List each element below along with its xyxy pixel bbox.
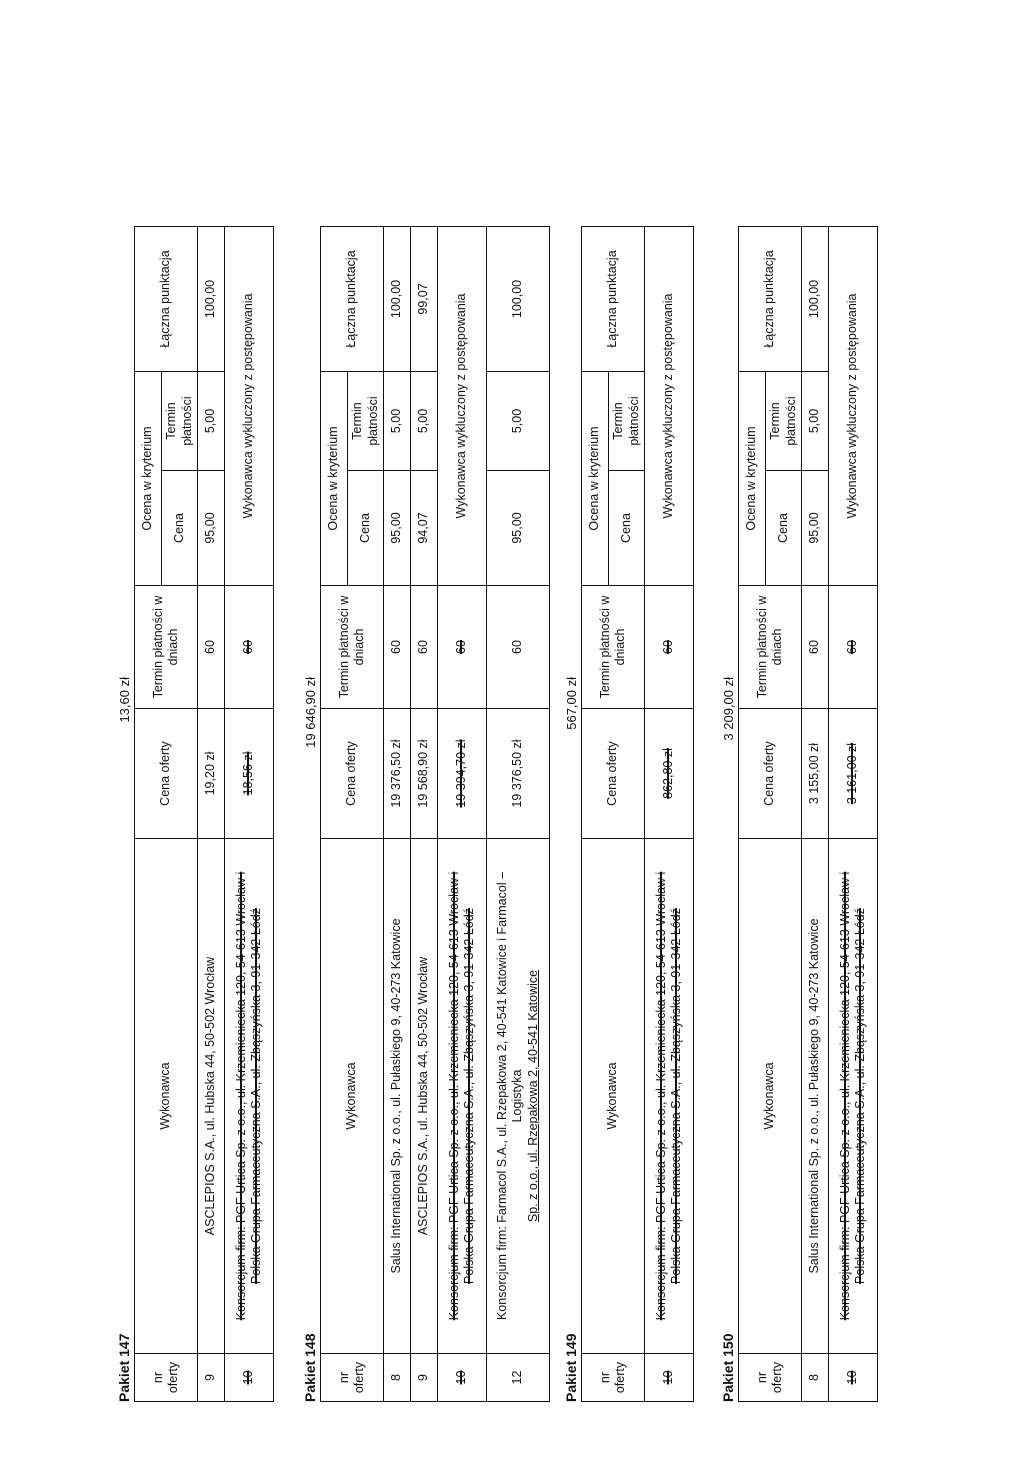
cell-ocena-cena: 94,07 [411,471,438,586]
pakiet-title: Pakiet 148 [302,1333,318,1402]
header-ocena-cena: Cena [609,471,645,586]
header-nr: nr oferty [135,1354,198,1402]
pakiet-table [738,226,878,1402]
wykonawca-line: Polska Grupa Farmaceutyczna S.A., ul. Zbąszyńska 3, 91-342 Łódź [249,908,264,1284]
wykonawca-line: Konsorcjum firm: PGF Urtica Sp. z o.o., ul. Krzemieniecka 120, 54-613 Wrocław i [233,871,248,1321]
cell-wykonawca [411,839,438,1354]
cell-nr: 12 [487,1354,550,1402]
table-row [645,226,694,1401]
cell-ocena-cena: 95,00 [802,471,829,586]
cell-wykonawca [829,839,878,1354]
cell-wykonawca [487,839,550,1354]
table-row [487,226,550,1401]
table-row [384,226,411,1401]
header-ocena-termin: Termin płatności [766,371,802,470]
cell-laczna: 100,00 [802,226,829,371]
header-termin: Termin płatności w dniach [321,586,384,709]
header-ocena: Ocena w kryterium [321,371,348,585]
header-ocena-termin: Termin płatności [609,371,645,470]
cell-nr: 10 [829,1354,878,1402]
cell-ocena-termin: 5,00 [487,371,550,470]
wykonawca-line: ASCLEPIOS S.A., ul. Hubska 44, 50-502 Wrocław [203,956,218,1236]
cell-cena: 3 161,00 zł [829,709,878,839]
cell-nr: 10 [438,1354,487,1402]
wykonawca-line: Logistyka [510,1069,525,1123]
cell-wykonawca [384,839,411,1354]
pakiet-title: Pakiet 147 [116,1333,132,1402]
cell-ocena-termin: 5,00 [411,371,438,470]
cell-cena: 19 376,50 zł [384,709,411,839]
table-row [225,226,274,1401]
pakiet-total: 13,60 zł [117,677,132,723]
wykonawca-line: Konsorcjum firm: PGF Urtica Sp. z o.o., ul. Krzemieniecka 120, 54-613 Wrocław i [837,871,852,1321]
header-cena-oferty: Cena oferty [135,709,198,839]
pakiet-total: 3 209,00 zł [721,677,736,741]
wykonawca-line: Polska Grupa Farmaceutyczna S.A., ul. Zbąszyńska 3, 91-342 Łódź [669,908,684,1284]
cell-ocena-cena: 95,00 [384,471,411,586]
wykonawca-line: Konsorcjum firm: Farmacol S.A., ul. Rzepakowa 2, 40-541 Katowice i Farmacol – [494,871,509,1321]
cell-cena: 19,20 zł [198,709,225,839]
wykonawca-line: Polska Grupa Farmaceutyczna S.A., ul. Zbąszyńska 3, 91-342 Łódź [462,908,477,1284]
cell-termin: 60 [645,586,694,709]
cell-excluded: Wykonawca wykluczony z postępowania [645,226,694,585]
header-ocena: Ocena w kryterium [582,371,609,585]
header-termin: Termin płatności w dniach [135,586,198,709]
cell-termin: 60 [487,586,550,709]
header-termin: Termin płatności w dniach [582,586,645,709]
pakiet-147-section [108,212,274,1402]
pakiet-table [320,226,550,1402]
cell-termin: 60 [411,586,438,709]
cell-cena: 18,56 zł [225,709,274,839]
header-ocena-termin: Termin płatności [348,371,384,470]
header-ocena-termin: Termin płatności [162,371,198,470]
header-ocena: Ocena w kryterium [739,371,766,585]
cell-wykonawca [438,839,487,1354]
header-laczna: Łączna punktacja [321,226,384,371]
pakiet-148-section [294,212,550,1402]
wykonawca-line: Konsorcjum firm: PGF Urtica Sp. z o.o., ul. Krzemieniecka 120, 54-613 Wrocław i [446,871,461,1321]
cell-ocena-cena: 95,00 [198,471,225,586]
wykonawca-line: Konsorcjum firm: PGF Urtica Sp. z o.o., ul. Krzemieniecka 120, 54-613 Wrocław i [653,871,668,1321]
header-cena-oferty: Cena oferty [739,709,802,839]
cell-cena: 3 155,00 zł [802,709,829,839]
header-nr: nr oferty [321,1354,384,1402]
header-ocena-cena: Cena [348,471,384,586]
table-row [438,226,487,1401]
cell-laczna: 100,00 [487,226,550,371]
header-cena-oferty: Cena oferty [582,709,645,839]
wykonawca-line: Polska Grupa Farmaceutyczna S.A., ul. Zbąszyńska 3, 91-342 Łódź [853,908,868,1284]
header-laczna: Łączna punktacja [739,226,802,371]
cell-nr: 9 [411,1354,438,1402]
header-wykonawca: Wykonawca [135,839,198,1354]
cell-excluded: Wykonawca wykluczony z postępowania [829,226,878,585]
cell-termin: 60 [198,586,225,709]
cell-nr: 10 [645,1354,694,1402]
wykonawca-line: Sp. z o.o., ul. Rzepakowa 2, 40-541 Katowice [526,969,541,1223]
cell-nr: 10 [225,1354,274,1402]
wykonawca-line: ASCLEPIOS S.A., ul. Hubska 44, 50-502 Wrocław [416,956,431,1236]
cell-termin: 60 [384,586,411,709]
cell-nr: 8 [802,1354,829,1402]
pakiet-149-section [555,212,694,1402]
cell-laczna: 99,07 [411,226,438,371]
cell-laczna: 100,00 [384,226,411,371]
header-cena-oferty: Cena oferty [321,709,384,839]
pakiet-title: Pakiet 150 [720,1333,736,1402]
pakiet-total: 19 646,90 zł [303,677,318,748]
table-row [829,226,878,1401]
pakiet-150-section [712,212,878,1402]
header-nr: nr oferty [739,1354,802,1402]
cell-termin: 60 [225,586,274,709]
cell-cena: 19 568,90 zł [411,709,438,839]
cell-ocena-cena: 95,00 [487,471,550,586]
pakiet-table [581,226,694,1402]
cell-cena: 862,80 zł [645,709,694,839]
cell-nr: 8 [384,1354,411,1402]
header-wykonawca: Wykonawca [321,839,384,1354]
cell-laczna: 100,00 [198,226,225,371]
cell-ocena-termin: 5,00 [198,371,225,470]
cell-excluded: Wykonawca wykluczony z postępowania [438,226,487,585]
table-row [411,226,438,1401]
header-wykonawca: Wykonawca [739,839,802,1354]
pakiet-table [134,226,274,1402]
cell-wykonawca [645,839,694,1354]
header-ocena-cena: Cena [766,471,802,586]
pakiet-total: 567,00 zł [564,677,579,730]
cell-wykonawca [198,839,225,1354]
cell-nr: 9 [198,1354,225,1402]
header-nr: nr oferty [582,1354,645,1402]
header-ocena-cena: Cena [162,471,198,586]
wykonawca-line: Salus International Sp. z o.o., ul. Pułaskiego 9, 40-273 Katowice [807,918,822,1274]
header-ocena: Ocena w kryterium [135,371,162,585]
cell-ocena-termin: 5,00 [802,371,829,470]
header-termin: Termin płatności w dniach [739,586,802,709]
cell-wykonawca [802,839,829,1354]
header-wykonawca: Wykonawca [582,839,645,1354]
cell-cena: 19 376,50 zł [487,709,550,839]
cell-excluded: Wykonawca wykluczony z postępowania [225,226,274,585]
table-row [802,226,829,1401]
table-row [198,226,225,1401]
header-laczna: Łączna punktacja [135,226,198,371]
cell-termin: 60 [438,586,487,709]
wykonawca-line: Salus International Sp. z o.o., ul. Pułaskiego 9, 40-273 Katowice [389,918,404,1274]
cell-termin: 60 [802,586,829,709]
header-laczna: Łączna punktacja [582,226,645,371]
cell-termin: 60 [829,586,878,709]
pakiet-title: Pakiet 149 [563,1333,579,1402]
cell-ocena-termin: 5,00 [384,371,411,470]
cell-cena: 19 394,70 zł [438,709,487,839]
cell-wykonawca [225,839,274,1354]
